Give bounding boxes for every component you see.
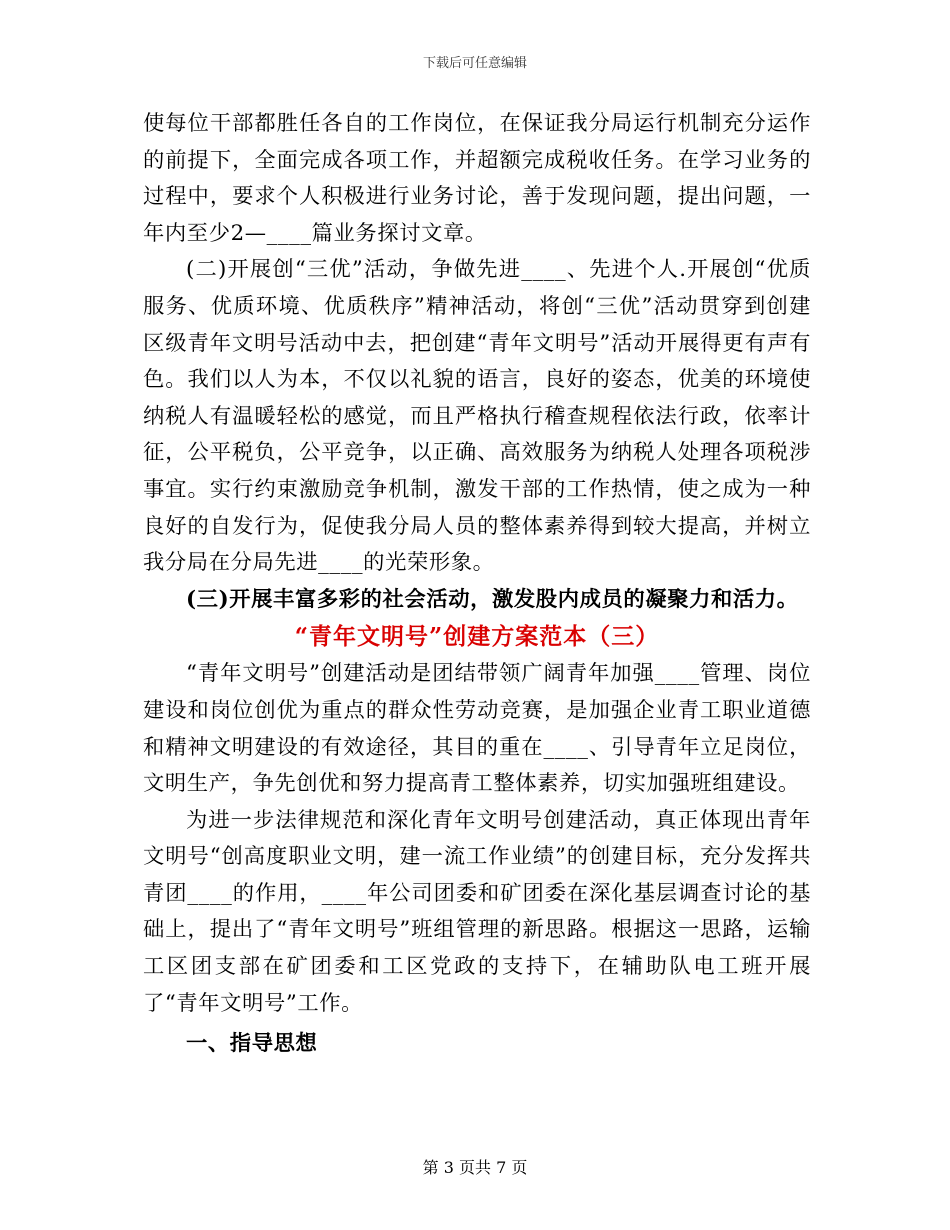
- paragraph-intro: “青年文明号”创建活动是团结带领广阔青年加强____管理、岗位建设和岗位创优为重点的群众性劳动竞赛，是加强企业青工职业道德和精神文明建设的有效途径，其目的重在____、引导青年立足岗位，文明生产，争先创优和努力提高青工整体素养，切实加强班组建设。: [143, 661, 811, 797]
- paragraph-background: 为进一步法律规范和深化青年文明号创建活动，真正体现出青年文明号“创高度职业文明，建一流工作业绩”的创建目标，充分发挥共青团____的作用，____年公司团委和矿团委在深化基层调查讨论的基础上，提出了“青年文明号”班组管理的新思路。根据这一思路，运输工区团支部在矿团委和工区党政的支持下，在辅助队电工班开展了“青年文明号”工作。: [143, 807, 811, 1016]
- subheading-guiding-ideology: 一、指导思想: [186, 1031, 318, 1057]
- paragraph-section-three-heading: (三)开展丰富多彩的社会活动，激发股内成员的凝聚力和活力。: [186, 586, 799, 612]
- paragraph-continuation: 使每位干部都胜任各自的工作岗位，在保证我分局运行机制充分运作的前提下，全面完成各项工作，并超额完成税收任务。在学习业务的过程中，要求个人积极进行业务讨论，善于发现问题，提出问题，一年内至少2—____篇业务探讨文章。: [143, 111, 811, 246]
- page-footer: 第 3 页共 7 页: [422, 1158, 528, 1177]
- document-body: [143, 106, 811, 1063]
- paragraph-section-two: (二)开展创“三优”活动，争做先进____、先进个人.开展创“优质服务、优质环境、优质秩序”精神活动，将创“三优”活动贯穿到创建区级青年文明号活动中去，把创建“青年文明号”活动开展得更有声有色。我们以人为本，不仅以礼貌的语言，良好的姿态，优美的环境使纳税人有温暖轻松的感觉，而且严格执行稽查规程依法行政，依率计征，公平税负，公平竞争，以正确、高效服务为纳税人处理各项税涉事宜。实行约束激励竞争机制，激发干部的工作热情，使之成为一种良好的自发行为，促使我分局人员的整体素养得到较大提高，并树立我分局在分局先进____的光荣形象。: [143, 257, 811, 576]
- page-header: 下载后可任意编辑: [422, 56, 527, 71]
- section-title: “青年文明号”创建方案范本（三）: [294, 623, 660, 651]
